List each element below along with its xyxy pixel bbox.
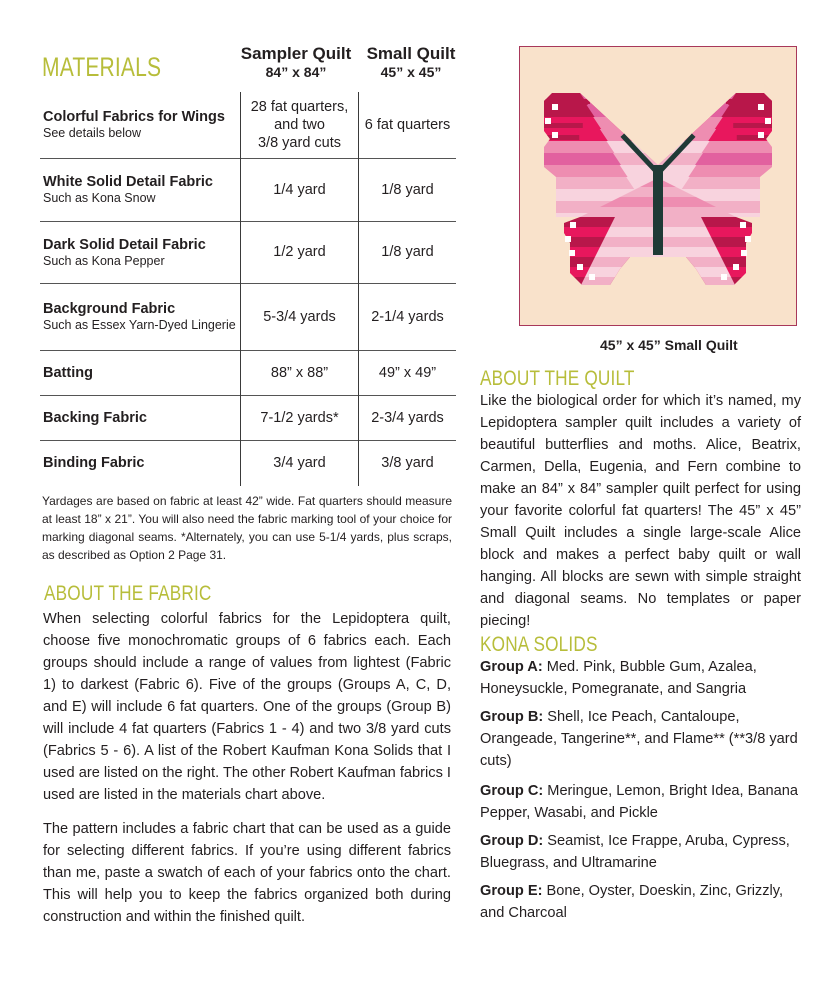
quilt-caption: 45” x 45” Small Quilt <box>600 337 738 353</box>
amount-text: 1/4 yard <box>273 181 326 198</box>
kona-group-fabrics: Seamist, Ice Frappe, Aruba, Cypress, Bluegrass, and Ultramarine <box>480 833 790 871</box>
about-fabric-paragraph: The pattern includes a fabric chart that can be used as a guide for selecting different fabrics. If you’re using different fabrics than me, paste a swatch of each of your fabrics onto the chart. This will help you to keep the fabrics organized both during construction and within the finished quilt. <box>43 821 451 925</box>
about-quilt-heading: ABOUT THE QUILT <box>480 367 635 390</box>
column-header-name: Sampler Quilt <box>240 44 352 63</box>
wing-spot <box>740 222 746 228</box>
wing-spot <box>733 264 739 270</box>
kona-group-label: Group C: <box>480 783 544 799</box>
amount-text: 88” x 88” <box>270 364 329 381</box>
materials-table <box>40 92 456 486</box>
column-header-sampler-quilt <box>232 45 360 81</box>
wing-stripe <box>520 141 670 153</box>
material-name: Backing Fabric <box>43 409 147 426</box>
kona-group <box>480 780 810 824</box>
wing-spot <box>545 118 551 124</box>
amount-text: 1/8 yard <box>381 244 434 260</box>
wing-stripe-inner <box>646 267 731 277</box>
wing-stripe-dark <box>726 99 796 104</box>
wing-spot <box>570 222 576 228</box>
wing-stripe-inner <box>646 257 726 267</box>
wing-stripe-inner <box>580 93 670 105</box>
wing-stripe-inner <box>600 129 670 141</box>
small-quilt-amount <box>359 440 457 486</box>
kona-group-label: Group B: <box>480 709 544 725</box>
small-quilt-amount <box>359 221 457 283</box>
wing-stripe <box>520 93 670 105</box>
wing-spot <box>589 274 595 280</box>
material-note: Such as Kona Pepper <box>43 253 165 268</box>
kona-group-label: Group A: <box>480 659 543 675</box>
material-item <box>40 395 241 440</box>
kona-group <box>480 880 810 924</box>
amount-text: 49” x 49” <box>378 364 437 381</box>
amount-text: 2-3/4 yards <box>371 409 444 426</box>
sampler-quilt-amount <box>241 283 359 350</box>
body-thorax <box>653 165 663 255</box>
materials-row <box>40 395 456 440</box>
column-header-size: 84” x 84” <box>265 64 327 80</box>
materials-row <box>40 158 456 221</box>
amount-text: 2-1/4 yards <box>371 308 444 325</box>
wing-stripe-inner <box>593 117 670 129</box>
about-fabric-heading: ABOUT THE FABRIC <box>44 582 212 605</box>
wing-stripe <box>646 129 796 141</box>
wing-stripe <box>646 141 796 153</box>
small-quilt-amount <box>359 158 457 221</box>
kona-group-label: Group D: <box>480 833 544 849</box>
material-item <box>40 440 241 486</box>
sampler-quilt-amount <box>241 92 359 158</box>
materials-row <box>40 92 456 158</box>
materials-row <box>40 350 456 395</box>
kona-solids-heading: KONA SOLIDS <box>480 633 598 656</box>
material-item <box>40 350 241 395</box>
wing-stripe-dark <box>520 123 583 128</box>
small-quilt-amount <box>359 283 457 350</box>
wing-stripe-inner <box>585 267 670 277</box>
wing-spot <box>741 250 747 256</box>
material-note: Such as Kona Snow <box>43 191 156 205</box>
material-item <box>40 221 241 283</box>
small-quilt-amount <box>359 92 457 158</box>
kona-group <box>480 706 810 772</box>
materials-heading: MATERIALS <box>42 52 162 82</box>
wing-spot <box>721 274 727 280</box>
kona-group-fabrics: Med. Pink, Bubble Gum, Azalea, Honeysuckle, Pomegranate, and Sangria <box>480 659 757 697</box>
butterfly-icon <box>520 47 796 325</box>
amount-text: 6 fat quarters <box>364 116 451 133</box>
kona-group-fabrics: Bone, Oyster, Doeskin, Zinc, Grizzly, and Charcoal <box>480 883 784 921</box>
amount-text: 7-1/2 yards* <box>260 409 339 426</box>
materials-footnote: Yardages are based on fabric at least 42” wide. Fat quarters should measure at least 18” x 21”. You will also need the fabric marking tool of your choice for marking diagonal seams. *Alternately, you can use 5-1/4 yards, plus scraps, as described as Option 2 Page 31. <box>42 494 452 562</box>
small-quilt-amount <box>359 395 457 440</box>
sampler-quilt-amount <box>241 221 359 283</box>
small-quilt-amount <box>359 350 457 395</box>
wing-stripe-inner <box>646 93 736 105</box>
right-wings <box>646 93 796 287</box>
small-quilt-illustration <box>519 46 797 326</box>
kona-group <box>480 656 810 700</box>
wing-stripe-inner <box>646 117 723 129</box>
kona-group-fabrics: Meringue, Lemon, Bright Idea, Banana Pepper, Wasabi, and Pickle <box>480 783 798 821</box>
kona-group-label: Group E: <box>480 883 543 899</box>
material-name: Colorful Fabrics for Wings <box>43 109 225 126</box>
material-item <box>40 158 241 221</box>
wing-spot <box>758 132 764 138</box>
wing-stripe-dark <box>520 111 586 116</box>
column-header-small-quilt <box>358 45 464 81</box>
left-wings <box>520 93 670 287</box>
about-fabric-paragraph: When selecting colorful fabrics for the Lepidoptera quilt, choose five monochromatic groups of 6 fabrics each. Each groups should include a range of values from lightest (Fabric 1) to darkest (Fabric 6). Five of the groups (Groups A, C, D, and E) will include 6 fat quarters. One of the groups (Group B) will include 4 fat quarters (Fabrics 1 - 4) and two 3/8 yard cuts (Fabrics 5 - 6). A list of the Robert Kaufman Kona Solids that I used are listed on the right. The other Robert Kaufman fabrics I used are listed in the materials chart above. <box>43 611 451 803</box>
amount-text: 3/8 yard <box>381 455 434 472</box>
wing-stripe-dark <box>520 99 590 104</box>
wing-stripe-dark <box>730 111 796 116</box>
sampler-quilt-amount <box>241 440 359 486</box>
material-note: Such as Essex Yarn-Dyed Lingerie <box>43 318 236 332</box>
column-header-name: Small Quilt <box>366 44 456 63</box>
wing-stripe-dark <box>737 135 796 140</box>
about-quilt-paragraph: Like the biological order for which it’s named, my Lepidoptera sampler quilt includes a variety of beautiful butterflies and moths. Alice, Beatrix, Carmen, Della, Eugenia, and Fern combine to make an 84” x 84” sampler quilt perfect for using your favorite colorful fat quarters! The 45” x 45” Small Quilt includes a single large-scale Alice block and makes a perfect baby quilt or wall hanging. All blocks are sewn with simple straight and diagonal seams. No templates or paper piecing! <box>480 393 801 629</box>
wing-spot <box>758 104 764 110</box>
material-item <box>40 283 241 350</box>
wing-stripe-dark <box>733 123 796 128</box>
wing-spot <box>765 118 771 124</box>
wing-spot <box>565 236 571 242</box>
wing-stripe-inner <box>587 105 670 117</box>
amount-text: 28 fat quarters, and two 3/8 yard cuts <box>250 98 349 151</box>
wing-spot <box>577 264 583 270</box>
material-name: White Solid Detail Fabric <box>43 174 213 190</box>
materials-row <box>40 221 456 283</box>
sampler-quilt-amount <box>241 350 359 395</box>
amount-text: 1/8 yard <box>381 181 434 198</box>
material-item <box>40 92 241 158</box>
amount-text: 5-3/4 yards <box>263 308 336 325</box>
wing-spot <box>552 132 558 138</box>
wing-stripe-inner <box>646 129 716 141</box>
wing-stripe-inner <box>646 105 729 117</box>
material-note: See details below <box>43 126 141 141</box>
kona-group <box>480 830 810 874</box>
wing-stripe <box>646 93 796 105</box>
wing-spot <box>569 250 575 256</box>
kona-group-fabrics: Shell, Ice Peach, Cantaloupe, Orangeade, Tangerine**, and Flame** (**3/8 yard cuts) <box>480 709 798 769</box>
material-name: Background Fabric <box>43 301 176 317</box>
materials-row <box>40 283 456 350</box>
wing-stripe <box>520 129 670 141</box>
column-header-size: 45” x 45” <box>380 64 442 80</box>
material-name: Batting <box>43 364 93 381</box>
wing-stripe-inner <box>590 257 670 267</box>
amount-text: 3/4 yard <box>273 455 326 472</box>
sampler-quilt-amount <box>241 395 359 440</box>
amount-text: 1/2 yard <box>273 244 326 260</box>
materials-row <box>40 440 456 486</box>
sampler-quilt-amount <box>241 158 359 221</box>
material-name: Binding Fabric <box>43 455 145 472</box>
wing-stripe-dark <box>520 135 579 140</box>
wing-spot <box>552 104 558 110</box>
wing-spot <box>745 236 751 242</box>
material-name: Dark Solid Detail Fabric <box>43 236 206 253</box>
